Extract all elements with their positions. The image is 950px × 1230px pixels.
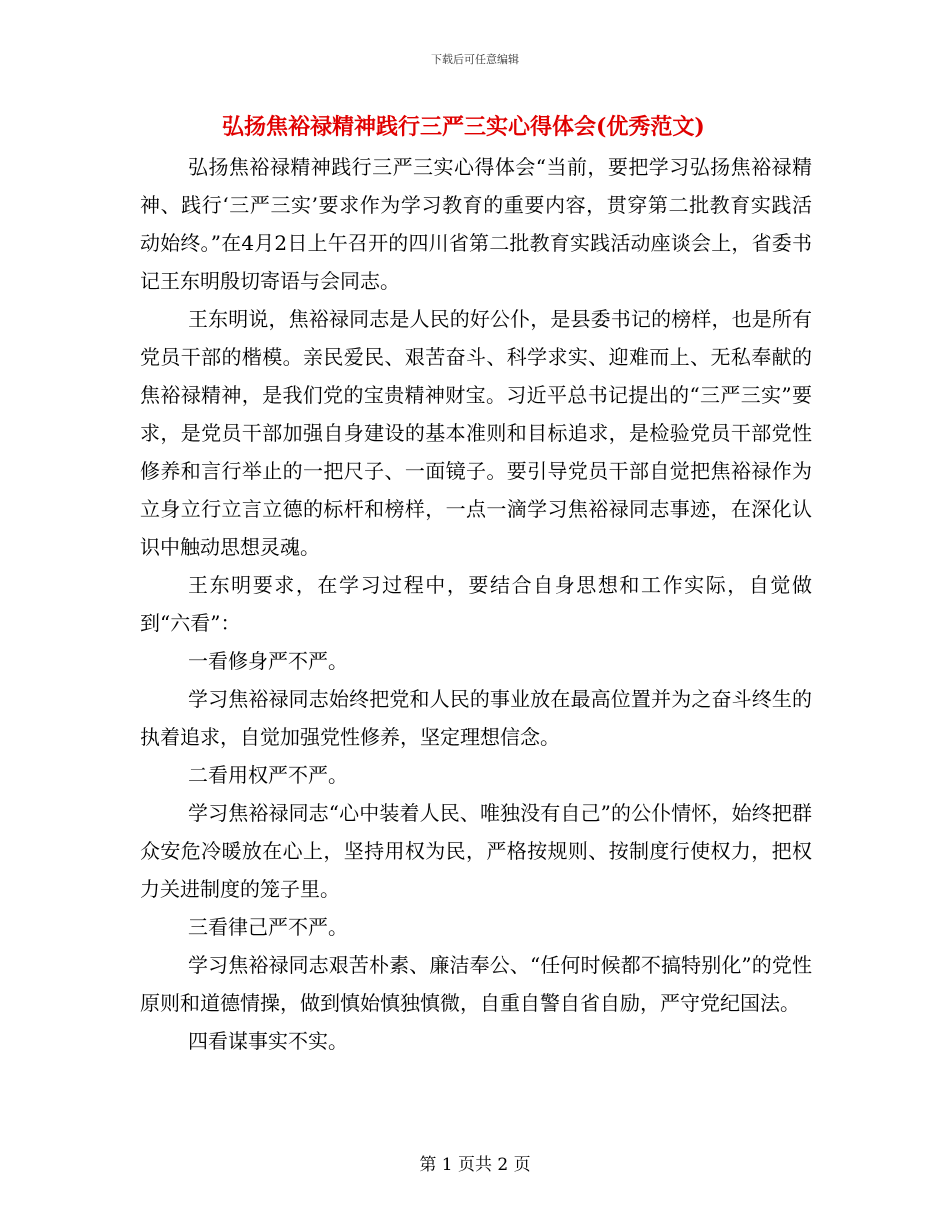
paragraph-wang-said: 王东明说，焦裕禄同志是人民的好公仆，是县委书记的榜样，也是所有党员干部的楷模。亲民爱民、艰苦奋斗、科学求实、迎难而上、无私奉献的焦裕禄精神，是我们党的宝贵精神财宝。习近平总书记提出的“三严三实”要求，是党员干部加强自身建设的基本准则和目标追求，是检验党员干部党性修养和言行举止的一把尺子、一面镜子。要引导党员干部自觉把焦裕禄作为立身立行立言立德的标杆和榜样，一点一滴学习焦裕禄同志事迹，在深化认识中触动思想灵魂。 (140, 307, 812, 559)
paragraph-look-3-body: 学习焦裕禄同志艰苦朴素、廉洁奉公、“任何时候都不搞特别化”的党性原则和道德情操，做到慎始慎独慎微，自重自警自省自励，严守党纪国法。 (140, 953, 812, 1015)
paragraph-look-3-heading: 三看律己严不严。 (188, 915, 348, 939)
page-number: 第 1 页共 2 页 (419, 1155, 531, 1175)
document-body (140, 148, 812, 1060)
document-title: 弘扬焦裕禄精神践行三严三实心得体会(优秀范文) (222, 114, 705, 140)
paragraph-look-1-body: 学习焦裕禄同志始终把党和人民的事业放在最高位置并为之奋斗终生的执着追求，自觉加强党性修养，坚定理想信念。 (140, 687, 812, 749)
page-header-note: 下载后可任意编辑 (431, 53, 519, 66)
paragraph-intro: 弘扬焦裕禄精神践行三严三实心得体会“当前，要把学习弘扬焦裕禄精神、践行‘三严三实’要求作为学习教育的重要内容，贯穿第二批教育实践活动始终。”在4月2日上午召开的四川省第二批教育实践活动座谈会上，省委书记王东明殷切寄语与会同志。 (140, 155, 812, 293)
paragraph-look-2-body: 学习焦裕禄同志“心中装着人民、唯独没有自己”的公仆情怀，始终把群众安危冷暖放在心上，坚持用权为民，严格按规则、按制度行使权力，把权力关进制度的笼子里。 (140, 801, 812, 901)
paragraph-look-4-heading: 四看谋事实不实。 (188, 1029, 348, 1053)
paragraph-look-1-heading: 一看修身严不严。 (188, 649, 348, 673)
paragraph-six-looks: 王东明要求，在学习过程中，要结合自身思想和工作实际，自觉做到“六看”： (140, 573, 812, 635)
paragraph-look-2-heading: 二看用权严不严。 (188, 763, 348, 787)
